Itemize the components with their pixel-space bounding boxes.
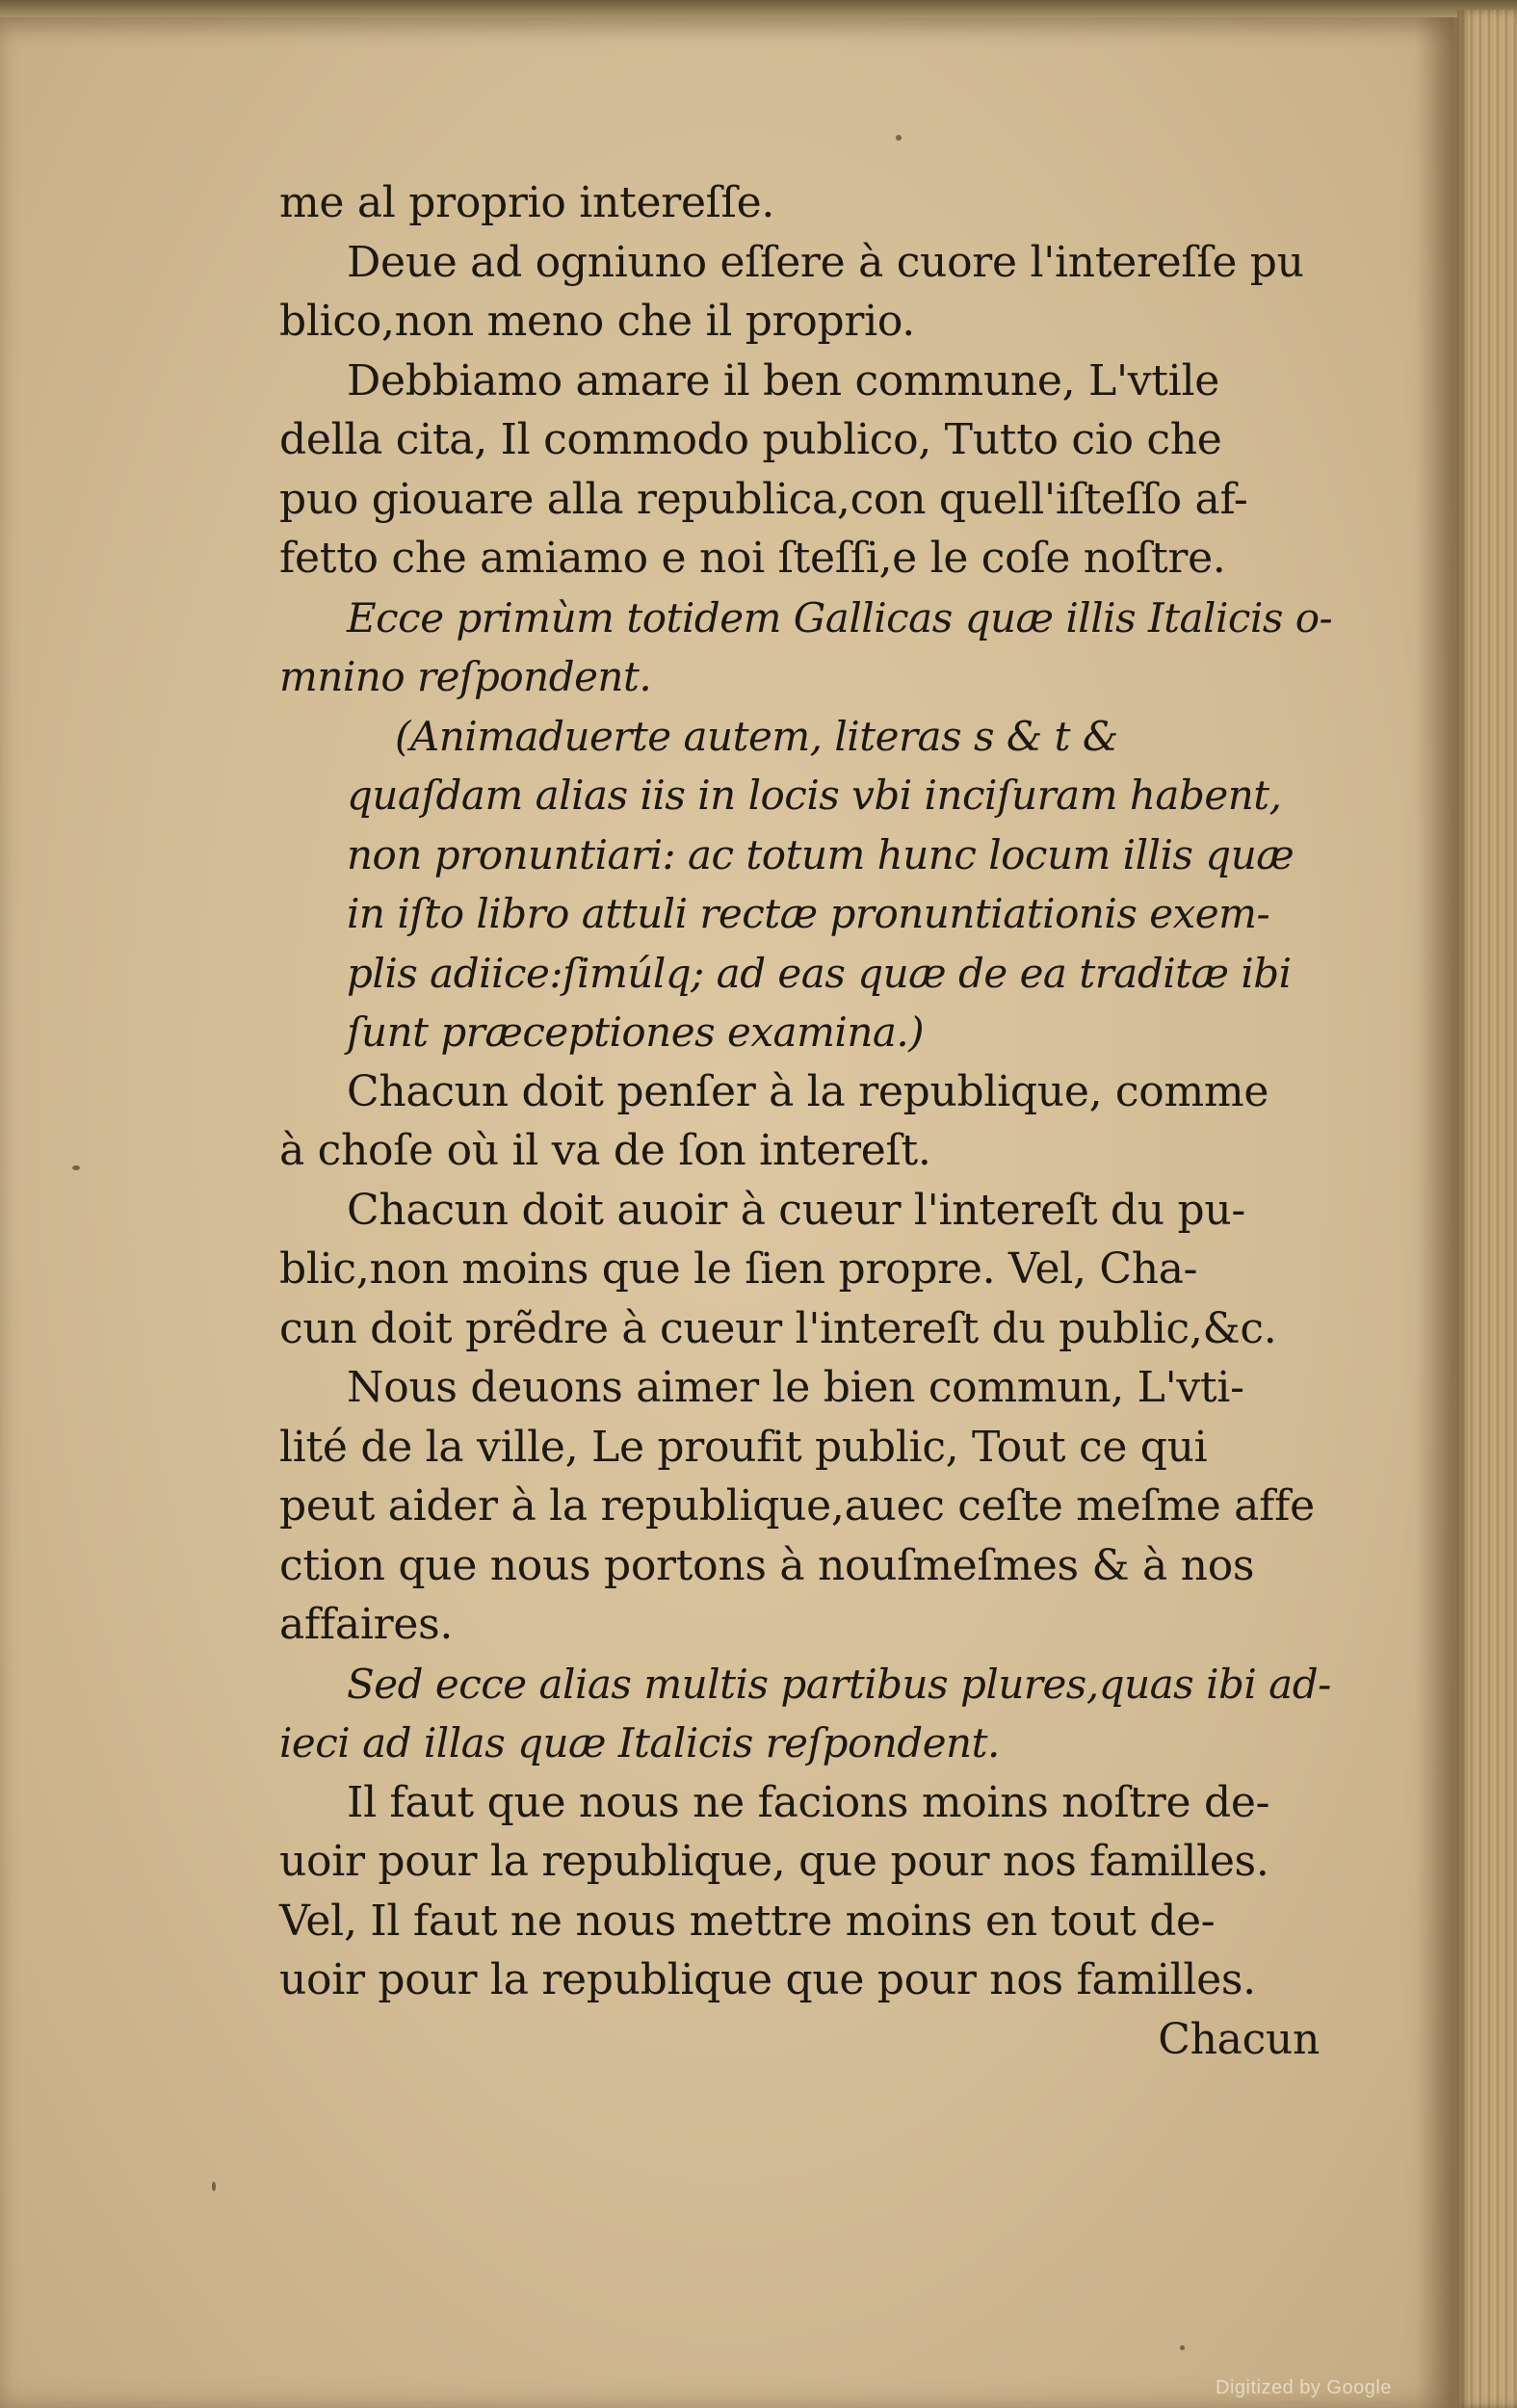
text-line: blico,non meno che il proprio. xyxy=(279,297,915,346)
paper-speck xyxy=(1180,2345,1185,2350)
text-line: fetto che amiamo e noi ſteſſi,e le coſe noſtre. xyxy=(279,534,1226,583)
text-line: affaires. xyxy=(279,1600,454,1649)
text-line: à choſe où il va de ſon intereſt. xyxy=(279,1126,931,1175)
text-line: Deue ad ogniuno eſſere à cuore l'intereſſe pu xyxy=(347,237,1304,287)
digitized-watermark: Digitized by Google xyxy=(1216,2377,1392,2398)
text-line: Il faut que nous ne facions moins noſtre de- xyxy=(347,1777,1270,1827)
text-line: uoir pour la republique que pour nos familles. xyxy=(279,1955,1256,2004)
text-line: uoir pour la republique, que pour nos familles. xyxy=(279,1837,1269,1886)
book-fore-edge xyxy=(1457,10,1517,2408)
latin-note-line: (Animaduerte autem, literas s & t & xyxy=(395,712,1118,760)
text-line: Chacun doit penſer à la republique, comme xyxy=(347,1066,1269,1116)
latin-line: ieci ad illas quæ Italicis reſpondent. xyxy=(279,1719,1000,1767)
text-line: blic,non moins que le ſien propre. Vel, Cha- xyxy=(279,1244,1198,1294)
paper-speck xyxy=(212,2182,216,2191)
text-line: cun doit prẽdre à cueur l'intereſt du public,&c. xyxy=(279,1303,1277,1353)
latin-note-line: plis adiice:ſimúlq; ad eas quæ de ea traditæ ibi xyxy=(347,949,1292,997)
latin-line: mnino reſpondent. xyxy=(279,653,652,700)
paper-speck xyxy=(72,1165,80,1170)
text-line: Vel, Il faut ne nous mettre moins en tout de- xyxy=(279,1896,1216,1946)
page-text xyxy=(279,173,1348,2069)
latin-note-line: quaſdam alias iis in locis vbi inciſuram habent, xyxy=(347,772,1282,819)
text-line: peut aider à la republique,auec ceſte meſme affe xyxy=(279,1481,1315,1531)
latin-line: Sed ecce alias multis partibus plures,quas ibi ad- xyxy=(347,1660,1331,1708)
text-line: Debbiamo amare il ben commune, L'vtile xyxy=(347,355,1219,406)
latin-note-line: ſunt præceptiones examina.) xyxy=(347,1008,925,1056)
text-line: lité de la ville, Le proufit public, Tout ce qui xyxy=(279,1422,1208,1472)
latin-note-line: non pronuntiari: ac totum hunc locum illis quæ xyxy=(347,830,1295,878)
latin-line: Ecce primùm totidem Gallicas quæ illis Italicis o- xyxy=(347,593,1333,641)
text-line: ction que nous portons à nouſmeſmes & à nos xyxy=(279,1540,1255,1590)
text-line: me al proprio intereſſe. xyxy=(279,178,775,227)
page-edge-shadow xyxy=(1416,17,1454,2408)
paper-speck xyxy=(896,135,902,141)
latin-note-line: in iſto libro attuli rectæ pronuntiationis exem- xyxy=(347,890,1270,937)
catchword: Chacun xyxy=(1158,2014,1320,2064)
text-line: della cita, Il commodo publico, Tutto cio che xyxy=(279,415,1222,464)
text-line: puo giouare alla republica,con quell'iſteſſo af- xyxy=(279,474,1248,524)
text-line: Chacun doit auoir à cueur l'intereſt du pu- xyxy=(347,1185,1245,1235)
text-line: Nous deuons aimer le bien commun, L'vti- xyxy=(347,1363,1244,1412)
